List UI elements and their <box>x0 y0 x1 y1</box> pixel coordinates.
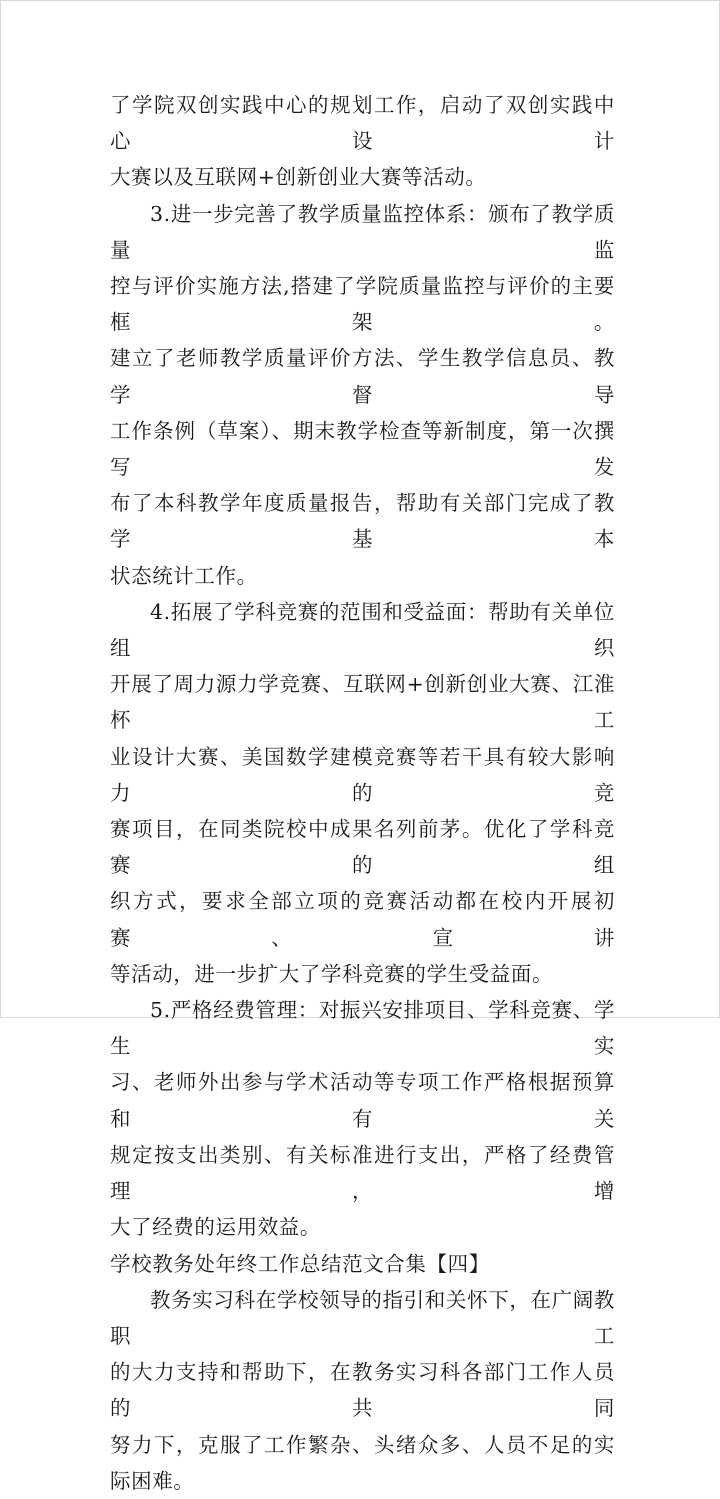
text-line: 开展了周力源力学竞赛、互联网+创新创业大赛、江淮杯工 <box>110 672 615 733</box>
text-line: 等活动，进一步扩大了学科竞赛的学生受益面。 <box>110 961 554 986</box>
text-line: 了学院双创实践中心的规划工作，启动了双创实践中心设计 <box>110 93 615 154</box>
text-line: 大了经费的运用效益。 <box>110 1215 321 1240</box>
text-line: 教务实习科在学校领导的指引和关怀下，在广阔教职工 <box>110 1287 615 1348</box>
text-line: 3.进一步完善了教学质量监控体系：颁布了教学质量监 <box>110 201 615 262</box>
paragraph-competitions <box>110 594 615 992</box>
text-line: 工作条例（草案）、期末教学检查等新制度，第一次撰写发 <box>110 418 615 480</box>
paragraph-continuation <box>110 87 615 196</box>
text-line: 建立了老师教学质量评价方法、学生教学信息员、教学督导 <box>110 346 615 407</box>
section-heading: 学校教务处年终工作总结范文合集【四】 <box>110 1251 490 1276</box>
text-line: 的大力支持和帮助下，在教务实习科各部门工作人员的共同 <box>110 1360 615 1421</box>
text-line: 布了本科教学年度质量报告，帮助有关部门完成了教学基本 <box>110 491 615 552</box>
text-line: 习、老师外出参与学术活动等专项工作严格根据预算和有关 <box>110 1070 615 1131</box>
text-line: 规定按支出类别、有关标准进行支出，严格了经费管理，增 <box>110 1142 615 1204</box>
text-line: 业设计大赛、美国数学建模竞赛等若干具有较大影响力的竞 <box>110 744 615 805</box>
text-line: 5.严格经费管理：对振兴安排项目、学科竞赛、学生实 <box>110 998 615 1059</box>
paragraph-intro <box>110 1282 615 1499</box>
text-line: 控与评价实施方法,搭建了学院质量监控与评价的主要框架。 <box>110 274 615 335</box>
text-line: 赛项目，在同类院校中成果名列前茅。优化了学科竞赛的组 <box>110 817 615 878</box>
text-line: 状态统计工作。 <box>110 563 258 588</box>
text-line: 努力下，克服了工作繁杂、头绪众多、人员不足的实际困难。 <box>110 1432 615 1493</box>
text-line: 大赛以及互联网+创新创业大赛等活动。 <box>110 165 487 190</box>
document-body <box>110 87 615 1499</box>
paragraph-quality-monitoring <box>110 196 615 594</box>
text-line: 织方式，要求全部立项的竞赛活动都在校内开展初赛、宣讲 <box>110 889 615 950</box>
text-line: 4.拓展了学科竞赛的范围和受益面：帮助有关单位组织 <box>110 599 615 661</box>
paragraph-funding <box>110 992 615 1245</box>
